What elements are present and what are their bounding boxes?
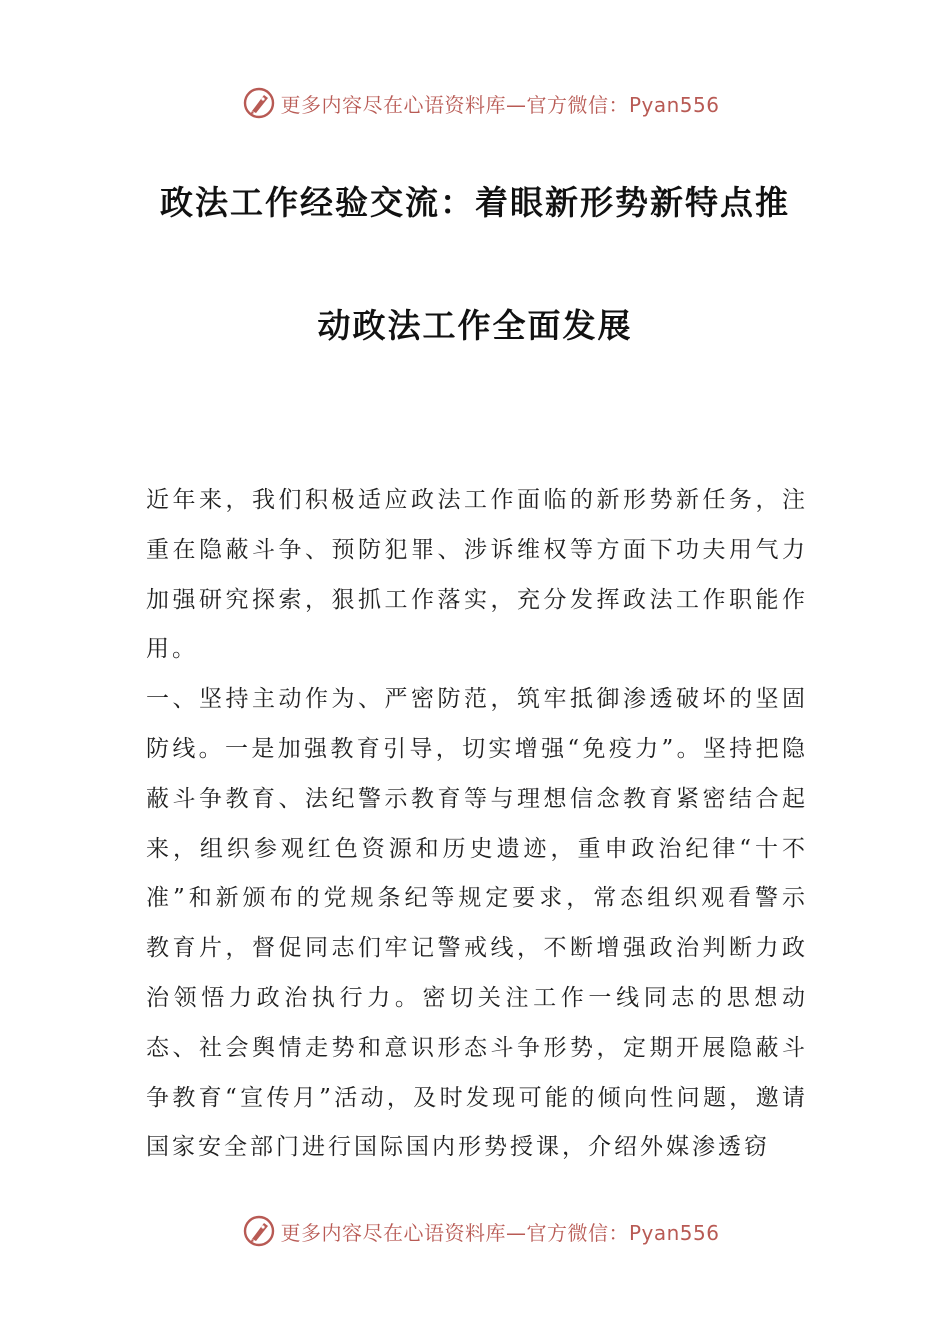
watermark-banner-bottom [0, 1211, 950, 1251]
pen-nib-logo-icon [242, 86, 276, 120]
document-body [146, 476, 808, 1173]
document-title-line-1: 政法工作经验交流：着眼新形势新特点推 [160, 183, 790, 222]
document-title-line-2: 动政法工作全面发展 [317, 306, 633, 345]
paragraph-section-1: 一、坚持主动作为、严密防范，筑牢抵御渗透破坏的坚固防线。一是加强教育引导，切实增强“免疫力”。坚持把隐蔽斗争教育、法纪警示教育等与理想信念教育紧密结合起来，组织参观红色资源和历史遗迹，重申政治纪律“十不准”和新颁布的党规条纪等规定要求，常态组织观看警示教育片，督促同志们牢记警戒线，不断增强政治判断力政治领悟力政治执行力。密切关注工作一线同志的思想动态、社会舆情走势和意识形态斗争形势，定期开展隐蔽斗争教育“宣传月”活动，及时发现可能的倾向性问题，邀请国家安全部门进行国际国内形势授课，介绍外媒渗透窃 [146, 686, 808, 1161]
paragraph-intro: 近年来，我们积极适应政法工作面临的新形势新任务，注重在隐蔽斗争、预防犯罪、涉诉维权等方面下功夫用气力加强研究探索，狠抓工作落实，充分发挥政法工作职能作用。 [146, 487, 808, 663]
pen-nib-logo-icon [242, 1214, 276, 1248]
watermark-text: 更多内容尽在心语资料库—官方微信：Pyan556 [280, 92, 720, 117]
watermark-banner-top [0, 83, 950, 123]
watermark-text: 更多内容尽在心语资料库—官方微信：Pyan556 [280, 1220, 720, 1245]
